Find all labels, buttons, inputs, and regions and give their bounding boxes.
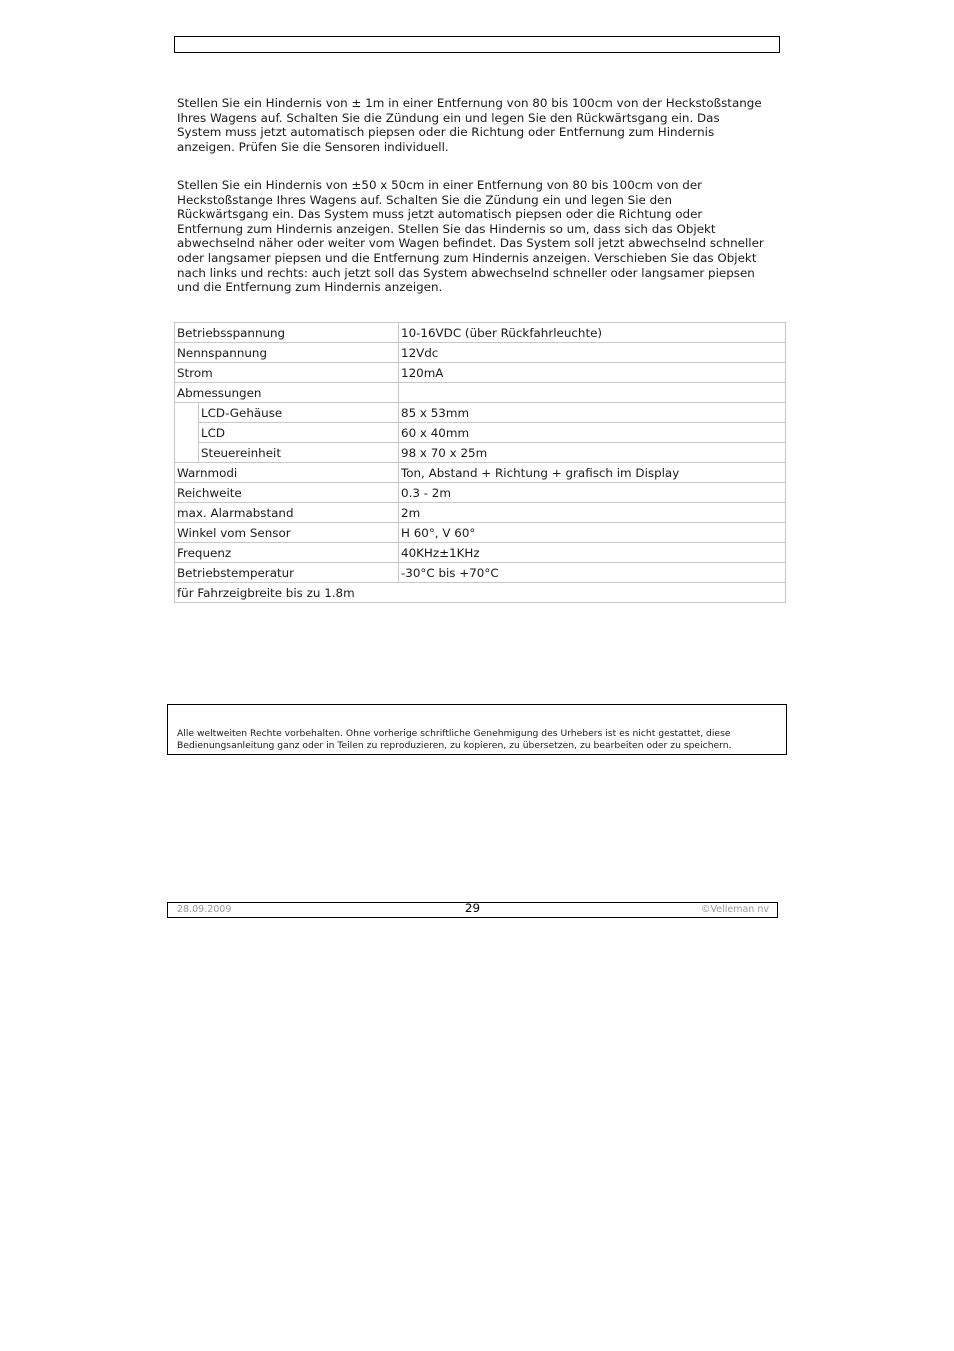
- table-row: [175, 363, 786, 383]
- test-paragraph-1: Stellen Sie ein Hindernis von ± 1m in einer Entfernung von 80 bis 100cm von der Heckstoßstange Ihres Wagens auf. Schalten Sie die Zündung ein und legen Sie den Rückwärtsgang ein. Das System muss jetzt automatisch piepsen oder die Richtung oder Entfernung zum Hindernis anzeigen. Prüfen Sie die Sensoren individuell.: [177, 96, 762, 154]
- table-row: [175, 523, 786, 543]
- table-row: [175, 323, 786, 343]
- spec-sublabel: LCD-Gehäuse: [199, 403, 399, 423]
- spec-value: H 60°, V 60°: [399, 523, 786, 543]
- spec-label: Nennspannung: [175, 343, 399, 363]
- spec-value: 40KHz±1KHz: [399, 543, 786, 563]
- spec-sublabel: LCD: [199, 423, 399, 443]
- table-row: [175, 383, 786, 403]
- spec-value: 85 x 53mm: [399, 403, 786, 423]
- table-row: [175, 443, 786, 463]
- spec-footnote: für Fahrzeigbreite bis zu 1.8m: [175, 583, 786, 603]
- spec-label: Reichweite: [175, 483, 399, 503]
- spec-value: 10-16VDC (über Rückfahrleuchte): [399, 323, 786, 343]
- spec-label: Frequenz: [175, 543, 399, 563]
- copyright-box: [167, 704, 787, 755]
- page-footer: [167, 902, 778, 918]
- specifications-table: [174, 322, 786, 603]
- spec-value: 98 x 70 x 25m: [399, 443, 786, 463]
- spec-label: Warnmodi: [175, 463, 399, 483]
- footer-date: 28.09.2009: [177, 904, 232, 915]
- header-box: [174, 36, 780, 53]
- spec-value: 12Vdc: [399, 343, 786, 363]
- spec-value: -30°C bis +70°C: [399, 563, 786, 583]
- table-row: [175, 563, 786, 583]
- table-row: [175, 343, 786, 363]
- spec-value: [399, 383, 786, 403]
- footer-copyright: ©Velleman nv: [701, 904, 769, 915]
- indent-cell: [175, 403, 199, 463]
- spec-value: 2m: [399, 503, 786, 523]
- spec-label: Betriebstemperatur: [175, 563, 399, 583]
- table-row: [175, 503, 786, 523]
- test-paragraph-2: Stellen Sie ein Hindernis von ±50 x 50cm in einer Entfernung von 80 bis 100cm von der Heckstoßstange Ihres Wagens auf. Schalten Sie die Zündung ein und legen Sie den Rückwärtsgang ein. Das System muss jetzt automatisch piepsen oder die Richtung oder Entfernung zum Hindernis anzeigen. Stellen Sie das Hindernis so um, dass sich das Objekt abwechselnd näher oder weiter vom Wagen befindet. Das System soll jetzt abwechselnd schneller oder langsamer piepsen und die Entfernung zum Hindernis anzeigen. Verschieben Sie das Objekt nach links und rechts: auch jetzt soll das System abwechselnd schneller oder langsamer piepsen und die Entfernung zum Hindernis anzeigen.: [177, 178, 764, 295]
- spec-value: 0.3 - 2m: [399, 483, 786, 503]
- spec-label: Winkel vom Sensor: [175, 523, 399, 543]
- table-row: [175, 483, 786, 503]
- table-row: [175, 403, 786, 423]
- table-row: [175, 543, 786, 563]
- spec-label: Strom: [175, 363, 399, 383]
- table-row: [175, 583, 786, 603]
- copyright-notice: Alle weltweiten Rechte vorbehalten. Ohne vorherige schriftliche Genehmigung des Urhebers ist es nicht gestattet, diese Bedienungsanleitung ganz oder in Teilen zu reproduzieren, zu kopieren, zu übersetzen, zu bearbeiten oder zu speichern.: [177, 728, 732, 751]
- spec-label: max. Alarmabstand: [175, 503, 399, 523]
- spec-label: Betriebsspannung: [175, 323, 399, 343]
- spec-value: 120mA: [399, 363, 786, 383]
- page-number: 29: [464, 901, 481, 915]
- spec-value: 60 x 40mm: [399, 423, 786, 443]
- spec-value: Ton, Abstand + Richtung + grafisch im Display: [399, 463, 786, 483]
- table-row: [175, 463, 786, 483]
- spec-sublabel: Steuereinheit: [199, 443, 399, 463]
- spec-label: Abmessungen: [175, 383, 399, 403]
- table-row: [175, 423, 786, 443]
